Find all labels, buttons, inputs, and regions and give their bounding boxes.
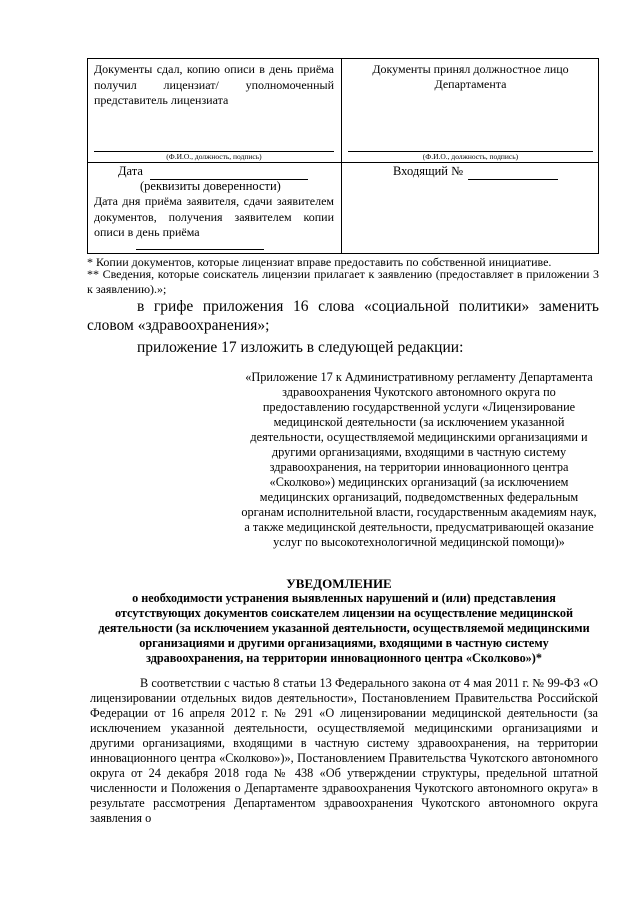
appendix-header: «Приложение 17 к Административному регламенту Департамента здравоохранения Чукотского автономного округа по предоставлению государственной услуги «Лицензирование медицинской деятельности (за исключением указанной деятельности, осуществляемой медицинскими организациями и другими организациями, входящими в частную систему здравоохранения, на территории инновационного центра «Сколково») медицинских организаций (за исключением медицинских организаций, подведомственных федеральным органам исполнительной власти, государственным академиям наук, а также медицинской деятельности, предусматривающей оказание услуг по высокотехнологичной медицинской помощи)» bbox=[241, 370, 597, 549]
right-signature-caption: (Ф.И.О., должность, подпись) bbox=[422, 152, 519, 161]
footnote-1: * Копии документов, которые лицензиат вправе предоставить по собственной инициативе. bbox=[87, 255, 552, 269]
poa-caption: (реквизиты доверенности) bbox=[140, 179, 281, 193]
amendment-2: приложение 17 изложить в следующей редакции: bbox=[137, 339, 464, 356]
table-row-divider bbox=[87, 162, 599, 163]
submission-date-text: Дата дня приёма заявителя, сдачи заявителем документов, получения заявителем копии описи в день приёма bbox=[94, 194, 334, 239]
right-cell-line2: Департамента bbox=[434, 77, 507, 91]
amendment-1: в грифе приложения 16 слова «социальной политики» заменить словом «здравоохранения»; bbox=[87, 298, 599, 334]
date-label: Дата bbox=[118, 164, 143, 178]
incoming-label: Входящий № bbox=[393, 164, 464, 178]
submission-date-line bbox=[136, 249, 264, 250]
notice-body: В соответствии с частью 8 статьи 13 Федерального закона от 4 мая 2011 г. № 99-ФЗ «О лицензировании отдельных видов деятельности», Постановлением Правительства Российской Федерации от 16 апреля 2012 г. № 291 «О лицензировании медицинской деятельности (за исключением указанной деятельности, осуществляемой медицинскими организациями и другими организациями, входящими в частную систему здравоохранения, на территории инновационного центра «Сколково»)», Постановлением Правительства Чукотского автономного округа от 24 декабря 2018 года № 438 «Об утверждении структуры, предельной штатной численности и Положения о Департаменте здравоохранения Чукотского автономного округа» в результате рассмотрения Департаментом здравоохранения Чукотского автономного округа заявления о bbox=[90, 676, 598, 825]
left-cell-text: Документы сдал, копию описи в день приёма получил лицензиат/ уполномоченный представитель лицензиата bbox=[94, 62, 334, 107]
incoming-line bbox=[468, 179, 558, 180]
left-signature-caption: (Ф.И.О., должность, подпись) bbox=[166, 152, 262, 161]
right-cell-line1: Документы принял должностное лицо bbox=[372, 62, 569, 76]
notice-subtitle: о необходимости устранения выявленных нарушений и (или) представления отсутствующих документов соискателем лицензии на осуществление медицинской деятельности (за исключением указанной деятельности, осуществляемой медицинскими организациями и другими организациями, входящими в частную систему здравоохранения, на территории инновационного центра «Сколково»)* bbox=[98, 591, 590, 665]
notice-title: УВЕДОМЛЕНИЕ bbox=[286, 576, 392, 591]
footnote-2: ** Сведения, которые соискатель лицензии прилагает к заявлению (предоставляет в приложении 3 к заявлению).»; bbox=[87, 267, 599, 296]
